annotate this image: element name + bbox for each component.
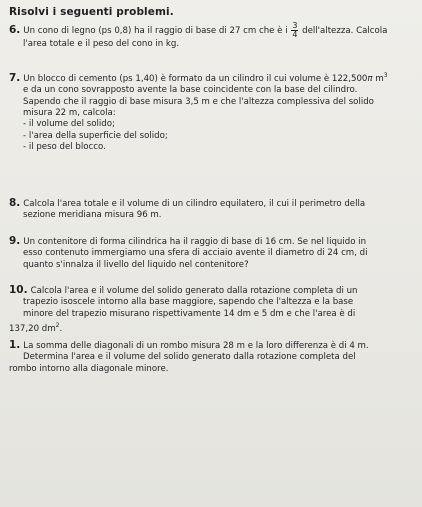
exercise-7-line-1: 7. Un blocco di cemento (ps 1,40) è formato da un cilindro il cui volume è 122,500π $m^3$ (9, 71, 388, 84)
exercise-7-line-4: misura 22 m, calcola: (23, 108, 116, 119)
exercise-7 (9, 70, 419, 154)
fraction-three-quarters: $\frac{3}{4}$ (292, 21, 298, 39)
exercise-7-item: - l'area della superficie del solido; (23, 130, 168, 141)
exercise-7-line-2: e da un cono sovrapposto avente la base coincidente con la base del cilindro. (23, 85, 358, 96)
exercise-8-number: 8. (9, 197, 21, 209)
section-heading: Risolvi i seguenti problemi. (9, 6, 174, 18)
exercise-9-line-3: quanto s'innalza il livello del liquido nel contenitore? (23, 259, 249, 270)
exercise-9-line-1: 9. Un contenitore di forma cilindrica ha il raggio di base di 16 cm. Se nel liquido in (9, 235, 367, 247)
exercise-6-number: 6. (9, 24, 21, 36)
exercise-10-line-3: minore del trapezio misurano rispettivamente 14 dm e 5 dm e che l'area è di (23, 308, 356, 319)
exercise-8-line-2: sezione meridiana misura 96 m. (23, 210, 162, 221)
exercise-6-line-1: 6. Un cono di legno (ps 0,8) ha il raggio di base di 27 cm che è i $\frac{3}{4}$ dell'altezza. Calcola (9, 21, 388, 39)
exercise-8-line-1: 8. Calcola l'area totale e il volume di un cilindro equilatero, il cui il perimetro della (9, 197, 366, 209)
exercise-10-number: 10. (9, 284, 28, 296)
exercise-7-number: 7. (9, 71, 21, 84)
exercise-10 (9, 285, 419, 335)
exercise-9 (9, 236, 419, 271)
pi-symbol: π (367, 73, 373, 84)
exercise-10-line-2: trapezio isoscele intorno alla base maggiore, sapendo che l'altezza e la base (23, 297, 354, 308)
exercise-9-number: 9. (9, 235, 21, 247)
exercise-11-line-1: 1. La somma delle diagonali di un rombo misura 28 m e la loro differenza è di 4 m. (9, 339, 369, 351)
exercise-10-line-1: 10. Calcola l'area e il volume del solido generato dalla rotazione completa di un (9, 284, 358, 296)
exercise-6 (9, 22, 419, 50)
exercise-7-line-3: Sapendo che il raggio di base misura 3,5 m e che l'altezza complessiva del solido (23, 96, 374, 107)
exercise-10-line-4: 137,20 $dm^2$. (9, 322, 63, 335)
exercise-11-line-2: Determina l'area e il volume del solido generato dalla rotazione completa del (23, 352, 356, 363)
exercise-9-line-2: esso contenuto immergiamo una sfera di acciaio avente il diametro di 24 cm, di (23, 248, 368, 259)
exercise-11 (9, 340, 419, 375)
exercise-7-item: - il peso del blocco. (23, 142, 106, 153)
exercise-7-item: - il volume del solido; (23, 119, 115, 130)
exercise-11-line-3: rombo intorno alla diagonale minore. (9, 363, 169, 374)
exercise-8 (9, 198, 419, 222)
exercise-11-number: 1. (9, 339, 21, 351)
exercise-6-line-2: l'area totale e il peso del cono in kg. (23, 39, 180, 49)
